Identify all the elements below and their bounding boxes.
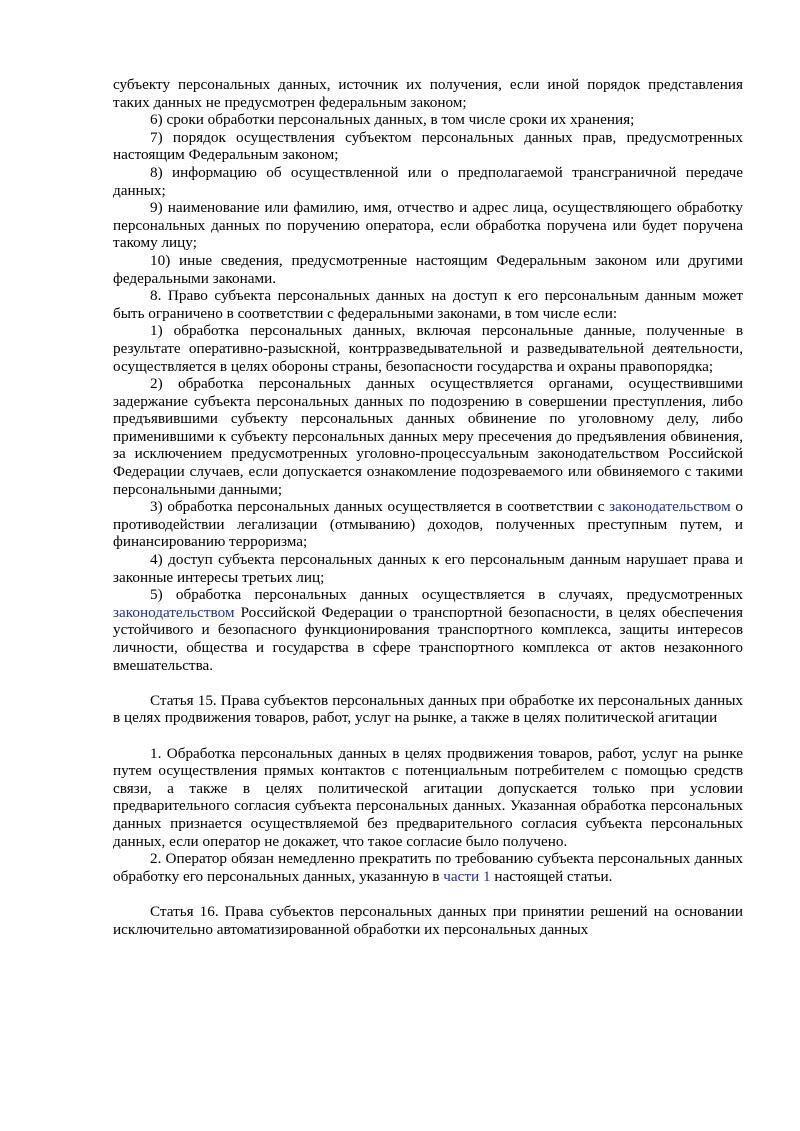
spacer <box>113 674 743 692</box>
restriction-item-1 <box>113 322 743 375</box>
paragraph-text: 3) обработка персональных данных осуществляется в соответствии с <box>150 498 610 516</box>
paragraph-text: 1) обработка персональных данных, включая персональные данные, полученные в результате оперативно-разыскной, контрразведывательной и разведывательной деятельности, осуществляется в целях обороны страны, безопасности государства и охраны правопорядка; <box>113 322 743 375</box>
list-item-6-processing-terms <box>113 111 743 129</box>
legislation-link[interactable]: законодательством <box>113 603 235 621</box>
paragraph-text: 5) обработка персональных данных осуществляется в случаях, предусмотренных <box>150 586 743 604</box>
restriction-item-4 <box>113 551 743 586</box>
paragraph-text: 8) информацию об осуществленной или о предполагаемой трансграничной передаче данных; <box>113 163 743 199</box>
legislation-link[interactable]: законодательством <box>609 498 731 516</box>
paragraph-text: 9) наименование или фамилию, имя, отчество и адрес лица, осуществляющего обработку персональных данных по поручению оператора, если обработка поручена или будет поручена такому лицу; <box>113 199 743 252</box>
paragraph-text: 10) иные сведения, предусмотренные настоящим Федеральным законом или другими федеральными законами. <box>113 251 743 287</box>
article-15-clause-1 <box>113 745 743 851</box>
spacer <box>113 885 743 903</box>
restriction-item-2 <box>113 375 743 498</box>
restriction-item-3 <box>113 498 743 551</box>
list-item-10-other-info <box>113 252 743 287</box>
article-16-heading <box>113 903 743 938</box>
paragraph-text: 4) доступ субъекта персональных данных к его персональным данным нарушает права и законные интересы третьих лиц; <box>113 551 743 586</box>
paragraph-text: 6) сроки обработки персональных данных, в том числе сроки их хранения; <box>150 111 635 129</box>
heading-text: Статья 15. Права субъектов персональных данных при обработке их персональных данных в целях продвижения товаров, работ, услуг на рынке, а также в целях политической агитации <box>113 691 743 727</box>
paragraph-text: 1. Обработка персональных данных в целях продвижения товаров, работ, услуг на рынке путем осуществления прямых контактов с потенциальным потребителем с помощью средств связи, а также в целях политической агитации допускается только при условии предварительного согласия субъекта персональных данных. Указанная обработка персональных данных признается осуществляемой без предварительного согласия субъекта персональных данных, если оператор не докажет, что такое согласие было получено. <box>113 744 743 850</box>
paragraph-text: субъекту персональных данных, источник их получения, если иной порядок представления таких данных не предусмотрен федеральным законом; <box>113 76 743 111</box>
paragraph-text: 2) обработка персональных данных осуществляется органами, осуществившими задержание субъекта персональных данных по подозрению в совершении преступления, либо предъявившими субъекту персональных данных обвинение по уголовному делу, либо применившими к субъекту персональных данных меру пресечения до предъявления обвинения, за исключением предусмотренных уголовно-процессуальным законодательством Российской Федерации случаев, если допускается ознакомление подозреваемого или обвиняемого с такими персональными данными; <box>113 375 743 498</box>
paragraph-subject-source <box>113 76 743 111</box>
list-item-7-rights-procedure <box>113 129 743 164</box>
article-15-clause-2 <box>113 850 743 885</box>
restriction-item-5 <box>113 586 743 674</box>
paragraph-text: настоящей статьи. <box>490 867 613 885</box>
paragraph-text: 8. Право субъекта персональных данных на доступ к его персональным данным может быть ограничено в соответствии с федеральными законами, в том числе если: <box>113 287 743 322</box>
paragraph-text: о противодействии легализации (отмыванию) доходов, полученных преступным путем, и финансированию терроризма; <box>113 498 743 551</box>
heading-text: Статья 16. Права субъектов персональных данных при принятии решений на основании исключительно автоматизированной обработки их персональных данных <box>113 902 743 938</box>
paragraph-text: 2. Оператор обязан немедленно прекратить по требованию субъекта персональных данных обработку его персональных данных, указанную в <box>113 850 743 885</box>
article-15-heading <box>113 692 743 727</box>
paragraph-text: Российской Федерации о транспортной безопасности, в целях обеспечения устойчивого и безопасного функционирования транспортного комплекса, защиты интересов личности, общества и государства в сфере транспортного комплекса от актов незаконного вмешательства. <box>113 603 743 674</box>
spacer <box>113 727 743 745</box>
list-item-8-cross-border-transfer <box>113 164 743 199</box>
paragraph-text: 7) порядок осуществления субъектом персональных данных прав, предусмотренных настоящим Федеральным законом; <box>113 128 743 164</box>
part-1-link[interactable]: части 1 <box>443 867 491 885</box>
list-item-9-processor-name <box>113 199 743 252</box>
document-body <box>113 76 743 938</box>
clause-8-access-restriction <box>113 287 743 322</box>
